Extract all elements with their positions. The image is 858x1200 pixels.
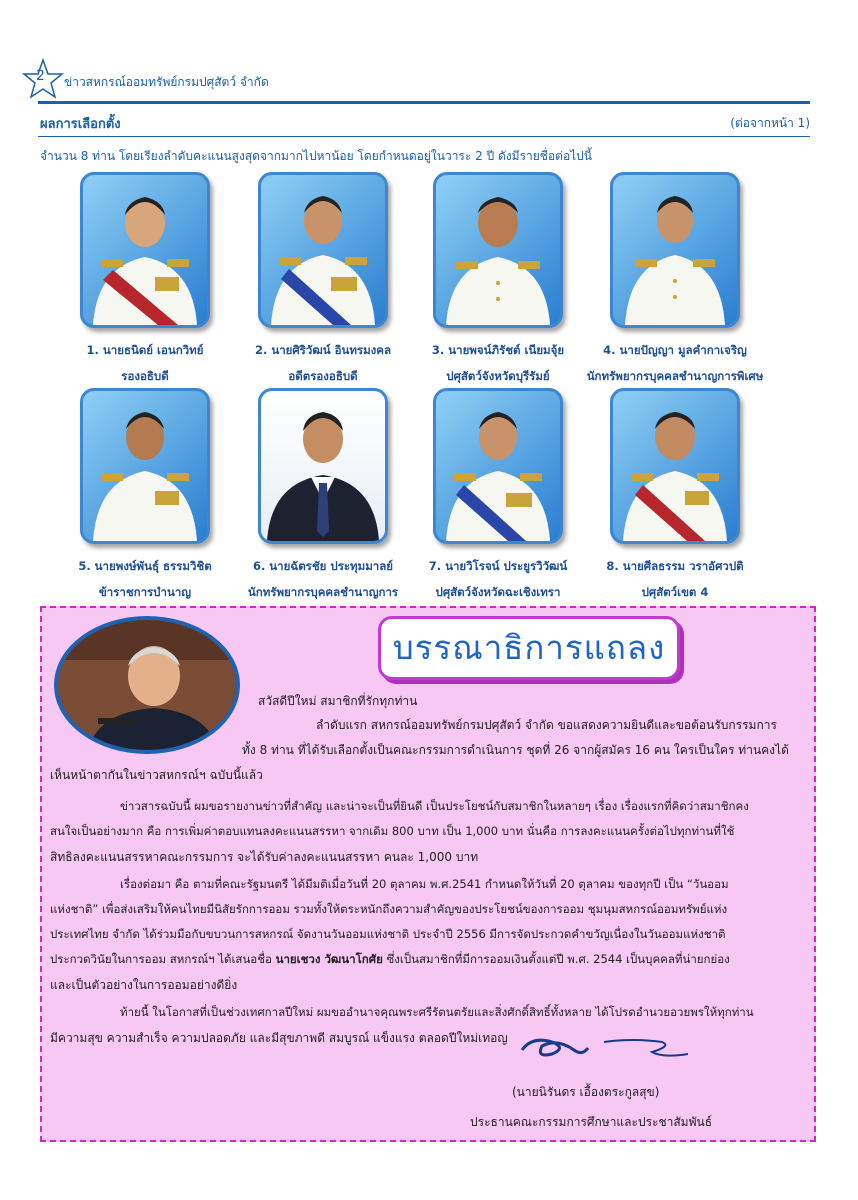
editorial-line: มีความสุข ความสำเร็จ ความปลอดภัย และมีสุขภาพดี สมบูรณ์ แข็งแรง ตลอดปีใหม่เทอญ	[50, 1031, 508, 1045]
editorial-line: เรื่องต่อมา คือ ตามที่คณะรัฐมนตรี ได้มีมติเมื่อวันที่ 20 ตุลาคม พ.ศ.2541 กำหนดให้วันที่ 20 ตุลาคม ของทุกปี เป็น “วันออม	[120, 877, 729, 891]
editorial-title: บรรณาธิการแถลง	[392, 628, 666, 667]
editorial-title-box	[378, 616, 680, 680]
member-card	[575, 388, 775, 602]
member-card	[45, 388, 245, 602]
honoree-name: นายเชวง วัฒนาโกศัย	[275, 952, 383, 966]
member-photo	[610, 388, 740, 544]
editorial-line: ทั้ง 8 ท่าน ที่ได้รับเลือกตั้งเป็นคณะกรรมการดำเนินการ ชุดที่ 26 จากผู้สมัคร 16 คน ใครเป็นใคร ท่านคงได้	[242, 743, 789, 757]
member-photo	[258, 172, 388, 328]
editorial-line	[50, 951, 730, 969]
editorial-line: และเป็นตัวอย่างในการออมอย่างดียิ่ง	[50, 978, 238, 992]
member-card	[223, 388, 423, 602]
section-title: ผลการเลือกตั้ง	[40, 117, 121, 132]
member-photo	[80, 388, 210, 544]
member-role: รองอธิบดี	[121, 369, 169, 383]
editorial-line-end: ซึ่งเป็นสมาชิกที่มีการออมเงินตั้งแต่ปี พ.ศ. 2544 เป็นบุคคลที่น่ายกย่อง	[382, 952, 730, 966]
member-card	[398, 388, 598, 602]
publication-title: ข่าวสหกรณ์ออมทรัพย์กรมปศุสัตว์ จำกัด	[64, 75, 269, 89]
header-divider	[38, 101, 810, 104]
member-name: 8. นายศีลธรรม วราอัศวปติ	[606, 559, 744, 573]
member-photo	[433, 388, 563, 544]
member-role: ข้าราชการบำนาญ	[98, 585, 192, 599]
editorial-line: ท้ายนี้ ในโอกาสที่เป็นช่วงเทศกาลปีใหม่ ผมขออำนาจคุณพระศรีรัตนตรัยและสิ่งศักดิ์สิทธิ์ทั้งหลาย ได้โปรดอำนวยอวยพรให้ทุกท่าน	[120, 1005, 754, 1019]
member-role: ปศุสัตว์จังหวัดฉะเชิงเทรา	[435, 585, 561, 599]
member-photo	[258, 388, 388, 544]
editorial-line: ข่าวสารฉบับนี้ ผมขอรายงานข่าวที่สำคัญ และน่าจะเป็นที่ยินดี เป็นประโยชน์กับสมาชิกในหลายๆ เรื่อง เรื่องแรกที่คิดว่าสมาชิกคง	[120, 799, 749, 813]
member-card	[45, 172, 245, 386]
member-name: 2. นายศิริวัฒน์ อินทรมงคล	[254, 343, 392, 357]
member-role: อดีตรองอธิบดี	[288, 369, 358, 383]
member-photo	[610, 172, 740, 328]
member-role: นักทรัพยากรบุคคลชำนาญการพิเศษ	[586, 369, 764, 383]
editorial-line-start: ประกวดวินัยในการออม สหกรณ์ฯ ได้เสนอชื่อ	[50, 952, 276, 966]
editorial-box	[40, 606, 816, 1142]
member-role: ปศุสัตว์เขต 4	[641, 585, 709, 599]
signer-name: (นายนิรันดร เอื้องตระกูลสุข)	[512, 1085, 660, 1099]
editorial-line: แห่งชาติ” เพื่อส่งเสริมให้คนไทยมีนิสัยรักการออม รวมทั้งให้ตระหนักถึงความสำคัญของประโยชน์ของการออม ชุมนุมสหกรณ์ออมทรัพย์แห่ง	[50, 902, 728, 916]
member-name: 5. นายพงษ์พันธุ์ ธรรมวิชิต	[78, 559, 212, 573]
member-photo	[80, 172, 210, 328]
editorial-line: สิทธิลงคะแนนสรรหาคณะกรรมการ จะได้รับค่าลงคะแนนสรรหา คนละ 1,000 บาท	[50, 850, 479, 864]
member-name: 6. นายฉัตรชัย ประทุมมาลย์	[252, 559, 394, 573]
member-name: 7. นายวิโรจน์ ประยูรวิวัฒน์	[428, 559, 568, 573]
editorial-line: ประเทศไทย จำกัด ได้ร่วมมือกับขบวนการสหกรณ์ จัดงานวันออมแห่งชาติ ประจำปี 2556 มีการจัดประกวดคำขวัญเนื่องในวันออมแห่งชาติ	[50, 927, 726, 941]
page-header	[22, 58, 812, 98]
member-card	[398, 172, 598, 386]
editor-photo	[54, 616, 240, 754]
signature-image	[512, 1028, 712, 1068]
editorial-line: เห็นหน้าตากันในข่าวสหกรณ์ฯ ฉบับนี้แล้ว	[50, 768, 263, 782]
member-card	[575, 172, 775, 386]
member-name: 4. นายปัญญา มูลคำกาเจริญ	[603, 343, 747, 357]
section-divider	[38, 136, 810, 137]
editorial-line: สนใจเป็นอย่างมาก คือ การเพิ่มค่าตอบแทนลงคะแนนสรรหา จากเดิม 800 บาท เป็น 1,000 บาท นั่นคือ การลงคะแนนครั้งต่อไปทุกท่านที่ใช้	[50, 824, 735, 838]
member-role: นักทรัพยากรบุคคลชำนาญการ	[247, 585, 399, 599]
member-photo	[433, 172, 563, 328]
member-name: 3. นายพจน์ภิรัชต์ เนียมจุ้ย	[431, 343, 565, 357]
member-role: ปศุสัตว์จังหวัดบุรีรัมย์	[446, 369, 550, 383]
editorial-greeting: สวัสดีปีใหม่ สมาชิกที่รักทุกท่าน	[258, 694, 418, 708]
intro-text: จำนวน 8 ท่าน โดยเรียงลำดับคะแนนสูงสุดจากมากไปหาน้อย โดยกำหนดอยู่ในวาระ 2 ปี ดังมีรายชื่อต่อไปนี้	[40, 149, 592, 163]
signer-role: ประธานคณะกรรมการศึกษาและประชาสัมพันธ์	[470, 1115, 713, 1129]
editorial-line: ลำดับแรก สหกรณ์ออมทรัพย์กรมปศุสัตว์ จำกัด ขอแสดงความยินดีและขอต้อนรับกรรมการ	[316, 718, 777, 732]
continued-note: (ต่อจากหน้า 1)	[730, 116, 810, 130]
page-number: 2	[36, 68, 45, 84]
member-name: 1. นายธนิดย์ เอนกวิทย์	[86, 343, 204, 357]
member-card	[223, 172, 423, 386]
